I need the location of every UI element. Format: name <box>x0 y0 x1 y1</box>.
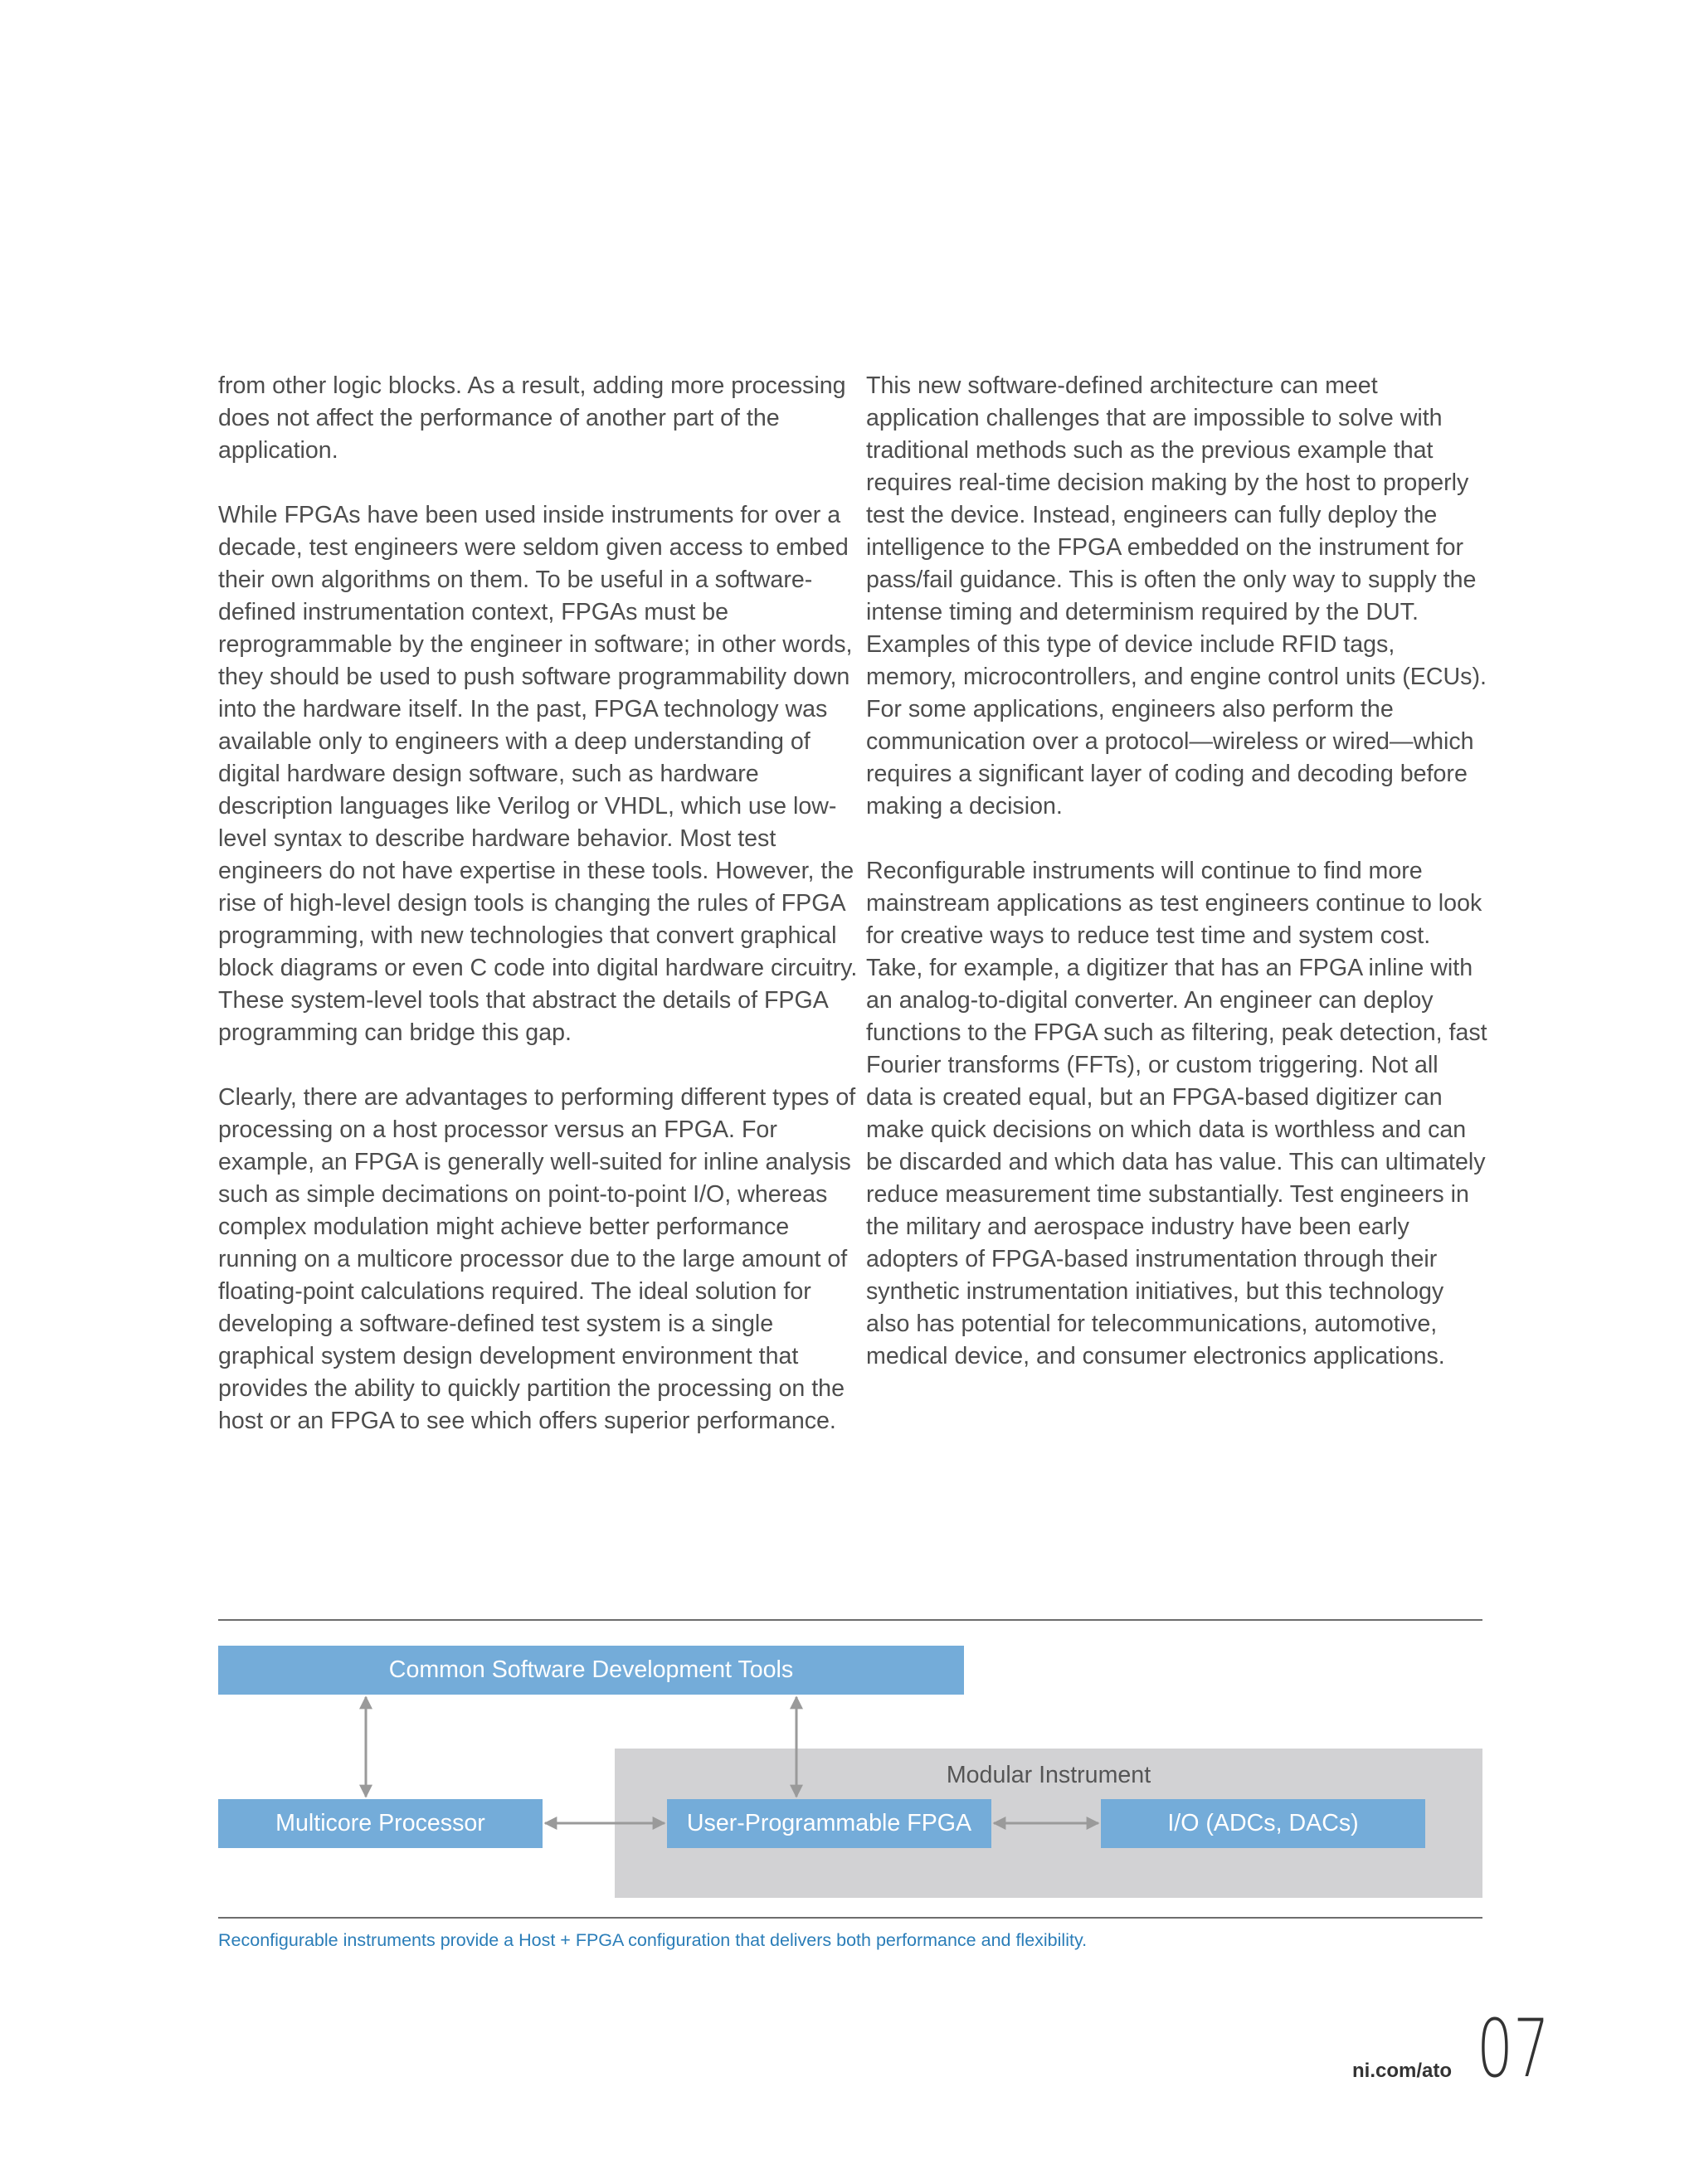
left-paragraph-1: from other logic blocks. As a result, adding more processing does not affect the performance of another part of the application. <box>218 372 846 464</box>
right-paragraph-2: Reconfigurable instruments will continue to find more mainstream applications as test engineers continue to look for creative ways to reduce test time and system cost. Take, for example, a digitizer that has an FPGA inline with an analog-to-digital converter. An engineer can deploy functions to the FPGA such as filtering, peak detection, fast Fourier transforms (FFTs), or custom triggering. Not all data is created equal, but an FPGA-based digitizer can make quick decisions on which data is worthless and can be discarded and which data has value. This can ultimately reduce measurement time substantially. Test engineers in the military and aerospace industry have been early adopters of FPGA-based instrumentation through their synthetic instrumentation initiatives, but this technology also has potential for telecommunications, automotive, medical device, and consumer electronics applications. <box>866 858 1487 1369</box>
page-number: 07 <box>1477 2002 1550 2095</box>
left-paragraph-2: While FPGAs have been used inside instruments for over a decade, test engineers were seldom given access to embed their own algorithms on them. To be useful in a software-defined instrumentation context, FPGAs must be reprogrammable by the engineer in software; in other words, they should be used to push software programmability down into the hardware itself. In the past, FPGA technology was available only to engineers with a deep understanding of digital hardware design software, such as hardware description languages like Verilog or VHDL, which use low-level syntax to describe hardware behavior. Most test engineers do not have expertise in these tools. However, the rise of high-level design tools is changing the rules of FPGA programming, with new technologies that convert graphical block diagrams or even C code into digital hardware circuitry. These system-level tools that abstract the details of FPGA programming can bridge this gap. <box>218 502 858 1046</box>
io-box: I/O (ADCs, DACs) <box>1101 1799 1425 1848</box>
modular-instrument-label: Modular Instrument <box>946 1762 1151 1788</box>
right-paragraph-1: This new software-defined architecture can meet application challenges that are impossible to solve with traditional methods such as the previous example that requires real-time decision making by the host to properly test the device. Instead, engineers can fully deploy the intelligence to the FPGA embedded on the instrument for pass/fail guidance. This is often the only way to supply the intense timing and determinism required by the DUT. Examples of this type of device include RFID tags, memory, microcontrollers, and engine control units (ECUs). For some applications, engineers also perform the communication over a protocol—wireless or wired—which requires a significant layer of coding and decoding before making a decision. <box>866 372 1487 820</box>
figure-caption: Reconfigurable instruments provide a Host + FPGA configuration that delivers both performance and flexibility. <box>218 1930 1088 1950</box>
footer-url: ni.com/ato <box>1352 2060 1453 2082</box>
multicore-processor-box: Multicore Processor <box>218 1799 543 1848</box>
diagram-bottom-rule <box>218 1917 1482 1919</box>
common-tools-box: Common Software Development Tools <box>218 1646 964 1695</box>
fpga-box: User-Programmable FPGA <box>667 1799 991 1848</box>
left-paragraph-3: Clearly, there are advantages to performing different types of processing on a host processor versus an FPGA. For example, an FPGA is generally well-suited for inline analysis such as simple decimations on point-to-point I/O, whereas complex modulation might achieve better performance running on a multicore processor due to the large amount of floating-point calculations required. The ideal solution for developing a software-defined test system is a single graphical system design development environment that provides the ability to quickly partition the processing on the host or an FPGA to see which offers superior performance. <box>218 1084 856 1434</box>
